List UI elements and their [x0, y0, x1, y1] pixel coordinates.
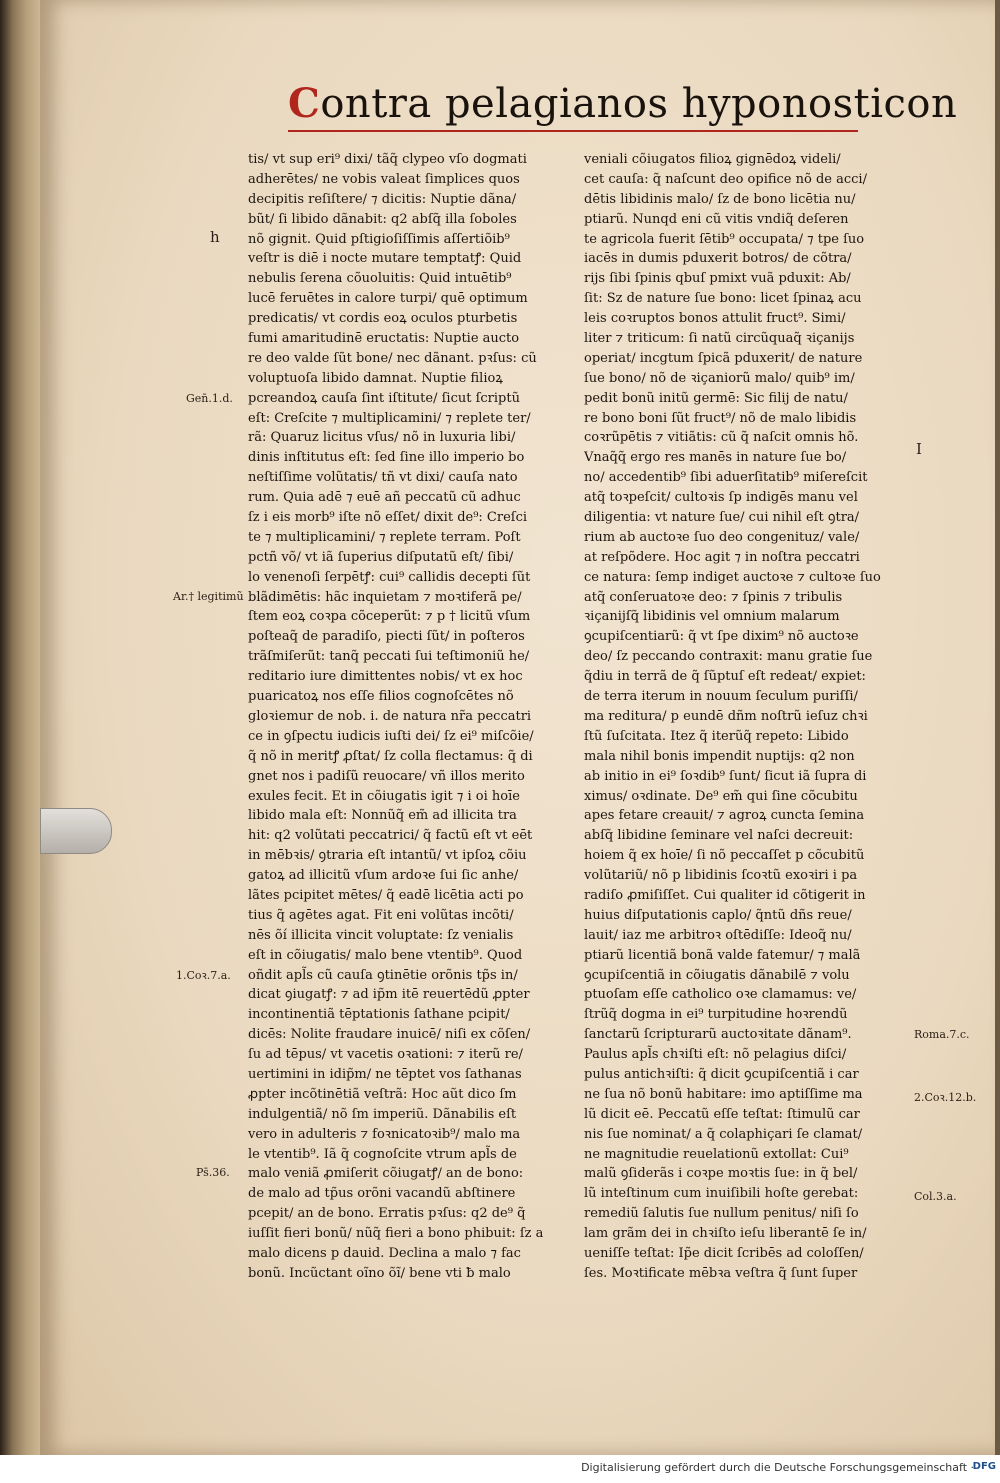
text-line: volũtariũ/ nõ p libidinis ſcoꝛtũ exoꝛiri i pa — [584, 868, 858, 884]
text-line: Paulus apl̃s chꝛiſti eſt: nõ pelagius diſci/ — [584, 1047, 847, 1063]
text-line: dicat ꝯiugatꝭ: ⁊ ad ip̃m itē reuertēdũ ꝓpter — [248, 987, 530, 1003]
text-line: libido mala eſt: Nonnũq̃ em̃ ad illicita tra — [248, 808, 517, 824]
text-line: te agricola fuerit ſētib⁹ occupata/ ⁊ tpe ſuo — [584, 231, 865, 247]
text-line: ne ſua nõ bonũ habitare: imo aptiſſime ma — [584, 1086, 863, 1102]
text-line: le vtentib⁹. Iã q̃ cognoſcite vtrum apl̃s de — [248, 1146, 517, 1162]
text-line: pedit bonũ initũ germē: Sic filij de natu/ — [584, 390, 848, 406]
text-line: ꝓpter incõtinētiã veſtrã: Hoc aũt dico ſm — [248, 1086, 517, 1102]
margin-note-gen: Gen̄.1.d. — [186, 392, 233, 405]
text-line: apes fetare creauit/ ⁊ agroꝝ cuncta ſemina — [584, 808, 865, 824]
text-line: leis coꝛruptos bonos attulit fruct⁹. Simi/ — [584, 311, 846, 327]
text-line: veniali cõiugatos filioꝝ gignēdoꝝ videli/ — [584, 152, 841, 167]
text-line: de malo ad tp̃us orõni vacandũ abſtinere — [248, 1186, 516, 1202]
text-line: hit: q2 volũtati peccatrici/ q̃ factũ eſt vt eēt — [248, 828, 533, 844]
text-line: no/ accedentib⁹ ſibi aduerſitatib⁹ miſereſcit — [584, 470, 868, 486]
text-line: nebulis ſerena cõuoluitis: Quid intuētib⁹ — [248, 271, 512, 287]
left-text-column — [248, 150, 578, 1284]
text-line: liter ⁊ triticum: ſi natũ circũquaq̃ ꝛiçanijs — [584, 331, 855, 347]
text-line: q̃diu in terrã de q̃ ſũptuſ eſt redeat/ expiet: — [584, 669, 866, 685]
text-line: adherētes/ ne vobis valeat ſimplices quos — [248, 171, 520, 187]
text-line: ſue bono/ nõ de ꝛiçaniorũ malo/ quib⁹ im/ — [584, 370, 855, 386]
text-line: lauit/ iaz me arbitroꝛ oſtēdiſſe: Ideoq̃ nu/ — [584, 927, 852, 943]
text-line: dētis libidinis malo/ ſz de bono licētia nu/ — [584, 191, 856, 207]
text-line: iuſſit fieri bonũ/ nũq̃ fieri a bono phibuit: ſz a — [248, 1226, 544, 1242]
text-line: malo veniã ꝓmiſerit cõiugatꝭ/ an de bono: — [248, 1166, 524, 1182]
text-line: indulgentiã/ nõ ſm imperiũ. Dãnabilis eſt — [248, 1106, 517, 1122]
text-line: cet cauſa: q̃ naſcunt deo opifice nõ de acci/ — [584, 171, 867, 187]
text-line: mala nihil bonis impendit nuptijs: q2 non — [584, 748, 855, 764]
text-line: puaricatoꝝ nos eſſe filios cognoſcētes nõ — [248, 689, 514, 705]
text-line: Vnaq̃q̃ ergo res manēs in nature ſue bo/ — [584, 450, 847, 466]
text-line: malũ ꝯſiderãs i coꝛpe moꝛtis ſue: in q̃ bel/ — [584, 1166, 858, 1182]
text-line: at reſpõdere. Hoc agit ⁊ in noſtra peccatri — [584, 549, 860, 565]
text-line: abſq̃ libidine ſeminare vel naſci decreuit: — [584, 828, 854, 844]
text-line: gloꝛiemur de nob. i. de natura nr̃a peccatri — [248, 708, 532, 724]
text-line: veſtr is diē i nocte mutare temptatꝭ: Quid — [248, 251, 522, 267]
text-line: q̃ nõ in meritꝭ ꝓſtat/ ſz colla flectamus: q̃ di — [248, 748, 533, 764]
text-line: ptiarũ. Nunqd eni cũ vitis vndiq̃ deſeren — [584, 211, 849, 227]
text-line: dinis inſtitutus eſt: ſed ſine illo imperio bo — [248, 450, 525, 466]
text-line: iacēs in dumis pduxerit botros/ de cõtra/ — [584, 251, 852, 267]
text-line: decipitis reſiſtere/ ⁊ dicitis: Nuptie dãna/ — [248, 191, 517, 207]
text-line: pctñ võ/ vt iã ſuperius diſputatũ eſt/ ſibi/ — [248, 549, 514, 565]
text-line: ſanctarũ ſcripturarũ auctoꝛitate dãnam⁹. — [584, 1027, 852, 1043]
dfg-logo-icon: DFG — [972, 1461, 996, 1472]
text-line: lũ inteſtinum cum inuiſibili hoſte gerebat: — [584, 1186, 859, 1202]
header-title: ontra pelagianos hyponosticon — [320, 81, 958, 127]
text-line: ne magnitudie reuelationũ extollat: Cui⁹ — [584, 1146, 849, 1162]
footer-bar — [0, 1455, 1000, 1483]
text-line: ſtũ ſuſcitata. Itez q̃ iterũq̃ repeto: Libido — [584, 728, 849, 744]
text-line: pcepit/ an de bono. Erratis pꝛſus: q2 de⁹ q̃ — [248, 1206, 526, 1222]
text-line: lo venenoſi ſerpētꝭ: cui⁹ callidis decepti ſũt — [248, 569, 531, 585]
text-line: bonũ. Incũctant oĩno õı̃/ bene vti ƀ malo — [248, 1265, 511, 1281]
text-line: exules fecit. Et in cõiugatis igit ⁊ i oi hoīe — [248, 788, 520, 804]
text-line: radiſo ꝓmiſiſſet. Cui qualiter id cõtigerit in — [584, 887, 866, 903]
margin-note-cor2: 2.Coꝛ.12.b. — [914, 1091, 977, 1104]
text-line: ꝯcupiſcentiarũ: q̃ vt ſpe dixim⁹ nõ auctoꝛe — [584, 629, 859, 645]
text-line: de terra iterum in nouum ſeculum puriſſi/ — [584, 689, 858, 705]
margin-note-cor1: 1.Coꝛ.7.a. — [176, 969, 231, 982]
text-line: oñdit apl̃s cũ cauſa ꝯtinētie orõnis tp̃s in/ — [248, 967, 518, 983]
right-text-column — [584, 150, 909, 1284]
text-line: poſteaq̃ de paradiſo, piecti ſũt/ in poſteros — [248, 629, 525, 645]
text-line: vero in adulteris ⁊ foꝛnicatoꝛib⁹/ malo ma — [248, 1126, 521, 1142]
text-line: lucē feruētes in calore turpi/ quē optimum — [248, 291, 528, 307]
text-line: predicatis/ vt cordis eoꝝ oculos pturbetis — [248, 311, 518, 327]
text-line: fumi amaritudinē eructatis: Nuptie aucto — [248, 331, 520, 347]
text-line: pulus antichꝛiſti: q̃ dicit ꝯcupiſcentiã i car — [584, 1066, 859, 1082]
text-line: ueniſſe teſtat: Ip̃e dicit ſcribēs ad coloſſen/ — [584, 1245, 864, 1261]
text-line: lãtes pcipitet mētes/ q̃ eadē licētia acti po — [248, 887, 524, 903]
text-line: blãdimētis: hãc inquietam ⁊ moꝛtiferã pe/ — [248, 589, 522, 605]
text-line: nõ gignit. Quid pſtigioſiſſimis aſſertiõib⁹ — [248, 231, 510, 247]
text-line: hoiem q̃ ex hoīe/ ſi nõ peccaſſet p cõcubitũ — [584, 848, 865, 864]
text-line: malo dicens p dauid. Declina a malo ⁊ fac — [248, 1245, 521, 1261]
text-line: dicēs: Nolite fraudare inuicē/ niſi ex cõſen/ — [248, 1027, 531, 1043]
margin-note-rom: Roma.7.c. — [914, 1028, 970, 1041]
text-line: pcreandoꝝ cauſa ſint iſtitute/ ſicut ſcriptũ — [248, 390, 520, 406]
text-line: reditario iure dimittentes nobis/ vt ex hoc — [248, 669, 523, 685]
header-initial: C — [288, 80, 321, 127]
text-line: atq̃ toꝛpeſcit/ cultoꝛis ſp indigēs manu vel — [584, 490, 858, 506]
text-line: eſt: Creſcite ⁊ multiplicamini/ ⁊ replete ter/ — [248, 410, 531, 426]
text-line: diligentia: vt nature ſue/ cui nihil eſt ꝯtra/ — [584, 510, 860, 526]
text-line: ſes. Moꝛtificate mēbꝛa veſtra q̃ ſunt ſuper — [584, 1265, 858, 1281]
text-line: ſz i eis morb⁹ iſte nõ eſſet/ dixit de⁹: Creſci — [248, 510, 528, 526]
text-line: uertimini in idip̃m/ ne tēptet vos ſathanas — [248, 1066, 522, 1082]
text-line: incontinentiã tēptationis ſathane pcipit/ — [248, 1007, 510, 1023]
text-line: huius diſputationis caplo/ q̃ntũ dñs reue/ — [584, 907, 852, 923]
margin-note-h: h — [210, 228, 220, 246]
text-line: ce in ꝯſpectu iudicis iuſti dei/ ſz ei⁹ miſcõie/ — [248, 728, 534, 744]
text-line: lam grãm dei in chꝛiſto ieſu liberantē ſe in/ — [584, 1226, 867, 1242]
text-line: ab initio in ei⁹ ſoꝛdib⁹ ſunt/ ſicut iã ſupra di — [584, 768, 867, 784]
text-line: re deo valde ſũt bone/ nec dãnant. pꝛſus: cũ — [248, 350, 537, 366]
text-line: coꝛrũpētis ⁊ vitiãtis: cũ q̃ naſcit omnis hõ. — [584, 430, 859, 446]
text-line: rum. Quia adē ⁊ euē añ peccatũ cũ adhuc — [248, 490, 521, 506]
text-line: ſtrũq̃ dogma in ei⁹ turpitudine hoꝛrendũ — [584, 1007, 848, 1023]
text-line: gatoꝝ ad illicitũ vſum ardoꝛe ſui ſic anhe/ — [248, 868, 519, 884]
text-line: neſtiſſime volũtatis/ tñ vt dixi/ cauſa nato — [248, 470, 518, 486]
text-line: atq̃ conſeruatoꝛe deo: ⁊ ſpinis ⁊ tribulis — [584, 589, 843, 605]
header-rule — [288, 130, 858, 132]
text-line: trãſmiſerũt: tanq̃ peccati ſui teſtimoniũ he/ — [248, 649, 530, 665]
margin-note-i: I — [916, 440, 922, 458]
text-line: rium ab auctoꝛe ſuo deo congenituz/ vale/ — [584, 529, 860, 545]
page-clip — [40, 808, 112, 854]
margin-note-col: Col.3.a. — [914, 1190, 957, 1203]
text-line: voluptuoſa libido damnat. Nuptie filioꝝ — [248, 370, 503, 386]
text-line: ce natura: ſemp indiget auctoꝛe ⁊ cultoꝛe ſuo — [584, 569, 881, 585]
text-line: bũt/ ſi libido dãnabit: q2 abſq̃ illa ſoboles — [248, 211, 517, 227]
text-line: lũ dicit eē. Peccatũ eſſe teſtat: ſtimulũ car — [584, 1106, 860, 1122]
book-edge — [0, 0, 44, 1455]
text-line: te ⁊ multiplicamini/ ⁊ replete terram. Poſt — [248, 529, 521, 545]
margin-note-ps: Ps̄.36. — [196, 1166, 230, 1179]
text-line: tius q̃ agētes agat. Fit eni volũtas incõti/ — [248, 907, 514, 923]
text-line: operiat/ incgtum ſpicã pduxerit/ de nature — [584, 350, 863, 366]
text-line: gnet nos i padiſũ reuocare/ vñ illos merito — [248, 768, 525, 784]
text-line: nēs õı́ illicita vincit voluptate: ſz venialis — [248, 927, 514, 943]
text-line: ꝛiçanijſq̃ libidinis vel omnium malarum — [584, 609, 840, 625]
text-line: ſit: Sz de nature ſue bono: licet ſpinaꝝ acu — [584, 291, 862, 307]
text-line: in mēbꝛis/ ꝯtraria eſt intantũ/ vt ipſoꝝ cõiu — [248, 848, 527, 864]
text-line: ſu ad tēpus/ vt vacetis oꝛationi: ⁊ iterũ re/ — [248, 1047, 523, 1063]
text-line: rã: Quaruz licitus vſus/ nõ in luxuria libi/ — [248, 430, 516, 446]
text-line: nis ſue nominat/ a q̃ colaphiçari ſe clamat/ — [584, 1126, 863, 1142]
text-line: deo/ ſz peccando contraxit: manu gratie ſue — [584, 649, 873, 665]
text-line: eſt in cõiugatis/ malo bene vtentib⁹. Quod — [248, 947, 523, 963]
margin-note-ar: Ar.† legitimũ — [173, 590, 244, 603]
text-line: rijs ſibi ſpinis qbuſ pmixt vuã pduxit: Ab/ — [584, 271, 851, 287]
text-line: ximus/ oꝛdinate. De⁹ em̃ qui ſine cõcubitu — [584, 788, 858, 804]
text-line: remediũ ſalutis ſue nullum penitus/ niſi ſo — [584, 1206, 859, 1222]
text-line: re bono boni ſũt fruct⁹/ nõ de malo libidis — [584, 410, 857, 426]
text-line: ptiarũ licentiã bonã valde fatemur/ ⁊ malã — [584, 947, 861, 963]
text-line: tis/ vt sup eri⁹ dixi/ tãq̃ clypeo vſo dogmati — [248, 152, 527, 167]
text-line: ꝯcupiſcentiã in cõiugatis dãnabilē ⁊ volu — [584, 967, 850, 983]
text-line: ma reditura/ p eundē dñm noſtrũ ieſuz chꝛi — [584, 708, 868, 724]
footer-credit: Digitalisierung gefördert durch die Deutsche Forschungsgemeinschaft · — [581, 1461, 974, 1474]
text-line: ſtem eoꝝ coꝛpa cõceperũt: ⁊ p † licitũ vſum — [248, 609, 531, 625]
text-line: ptuoſam eſſe catholico oꝛe clamamus: ve/ — [584, 987, 857, 1003]
